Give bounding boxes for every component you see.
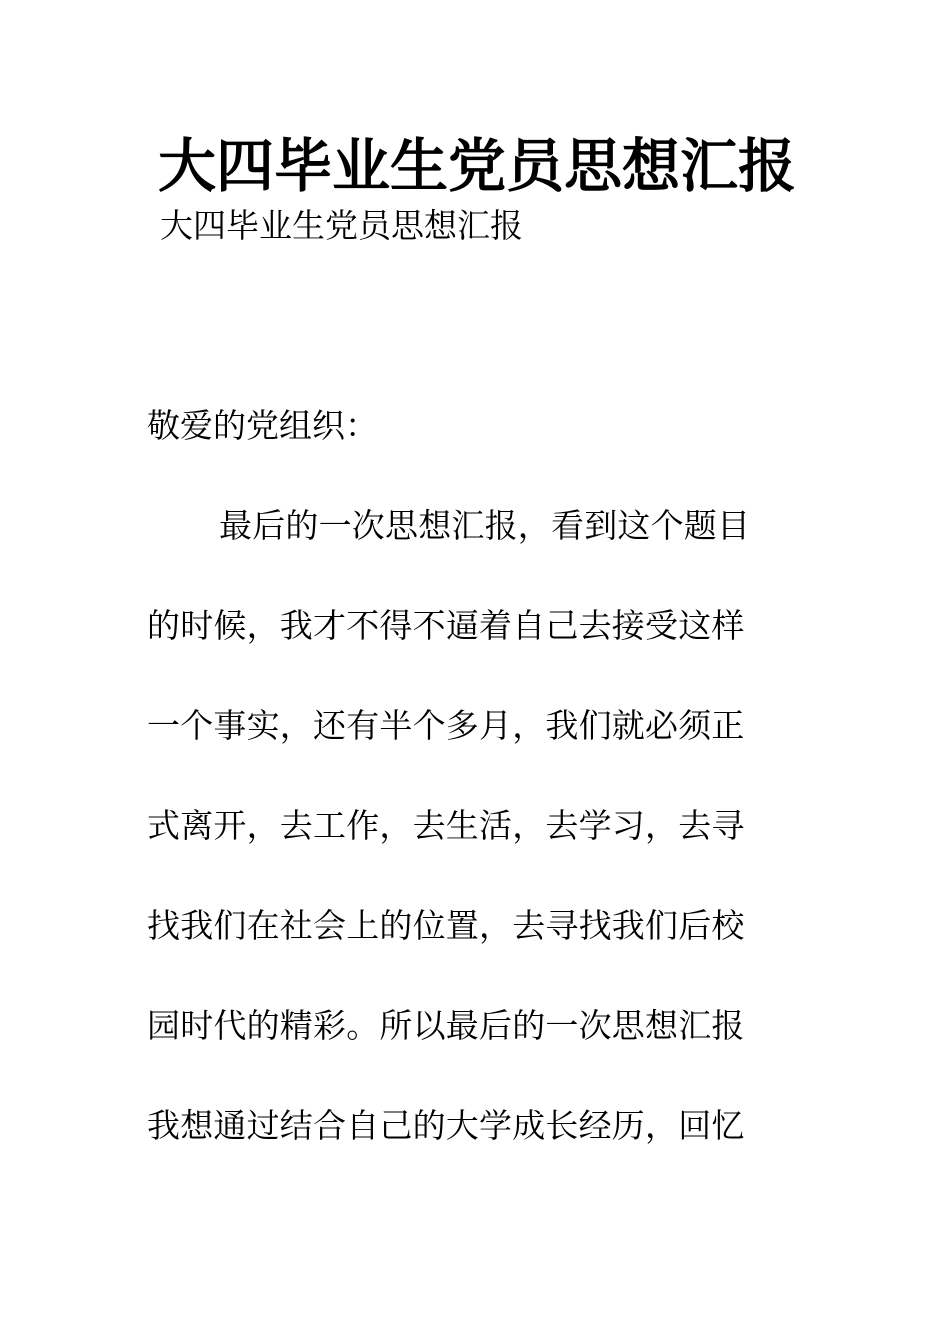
body-line: 最后的一次思想汇报，看到这个题目 [219,506,751,545]
body-line: 园时代的精彩。所以最后的一次思想汇报 [147,1006,745,1045]
document-title: 大四毕业生党员思想汇报 [158,132,797,200]
salutation: 敬爱的党组织： [147,406,378,445]
body-line: 的时候，我才不得不逼着自己去接受这样 [147,606,745,645]
body-line: 我想通过结合自己的大学成长经历，回忆 [147,1106,745,1145]
body-line: 一个事实，还有半个多月，我们就必须正 [147,706,745,745]
document-subtitle: 大四毕业生党员思想汇报 [160,206,523,245]
body-paragraph [147,504,807,1204]
body-line: 式离开，去工作，去生活，去学习，去寻 [147,806,745,845]
body-line: 找我们在社会上的位置，去寻找我们后校 [147,906,745,945]
